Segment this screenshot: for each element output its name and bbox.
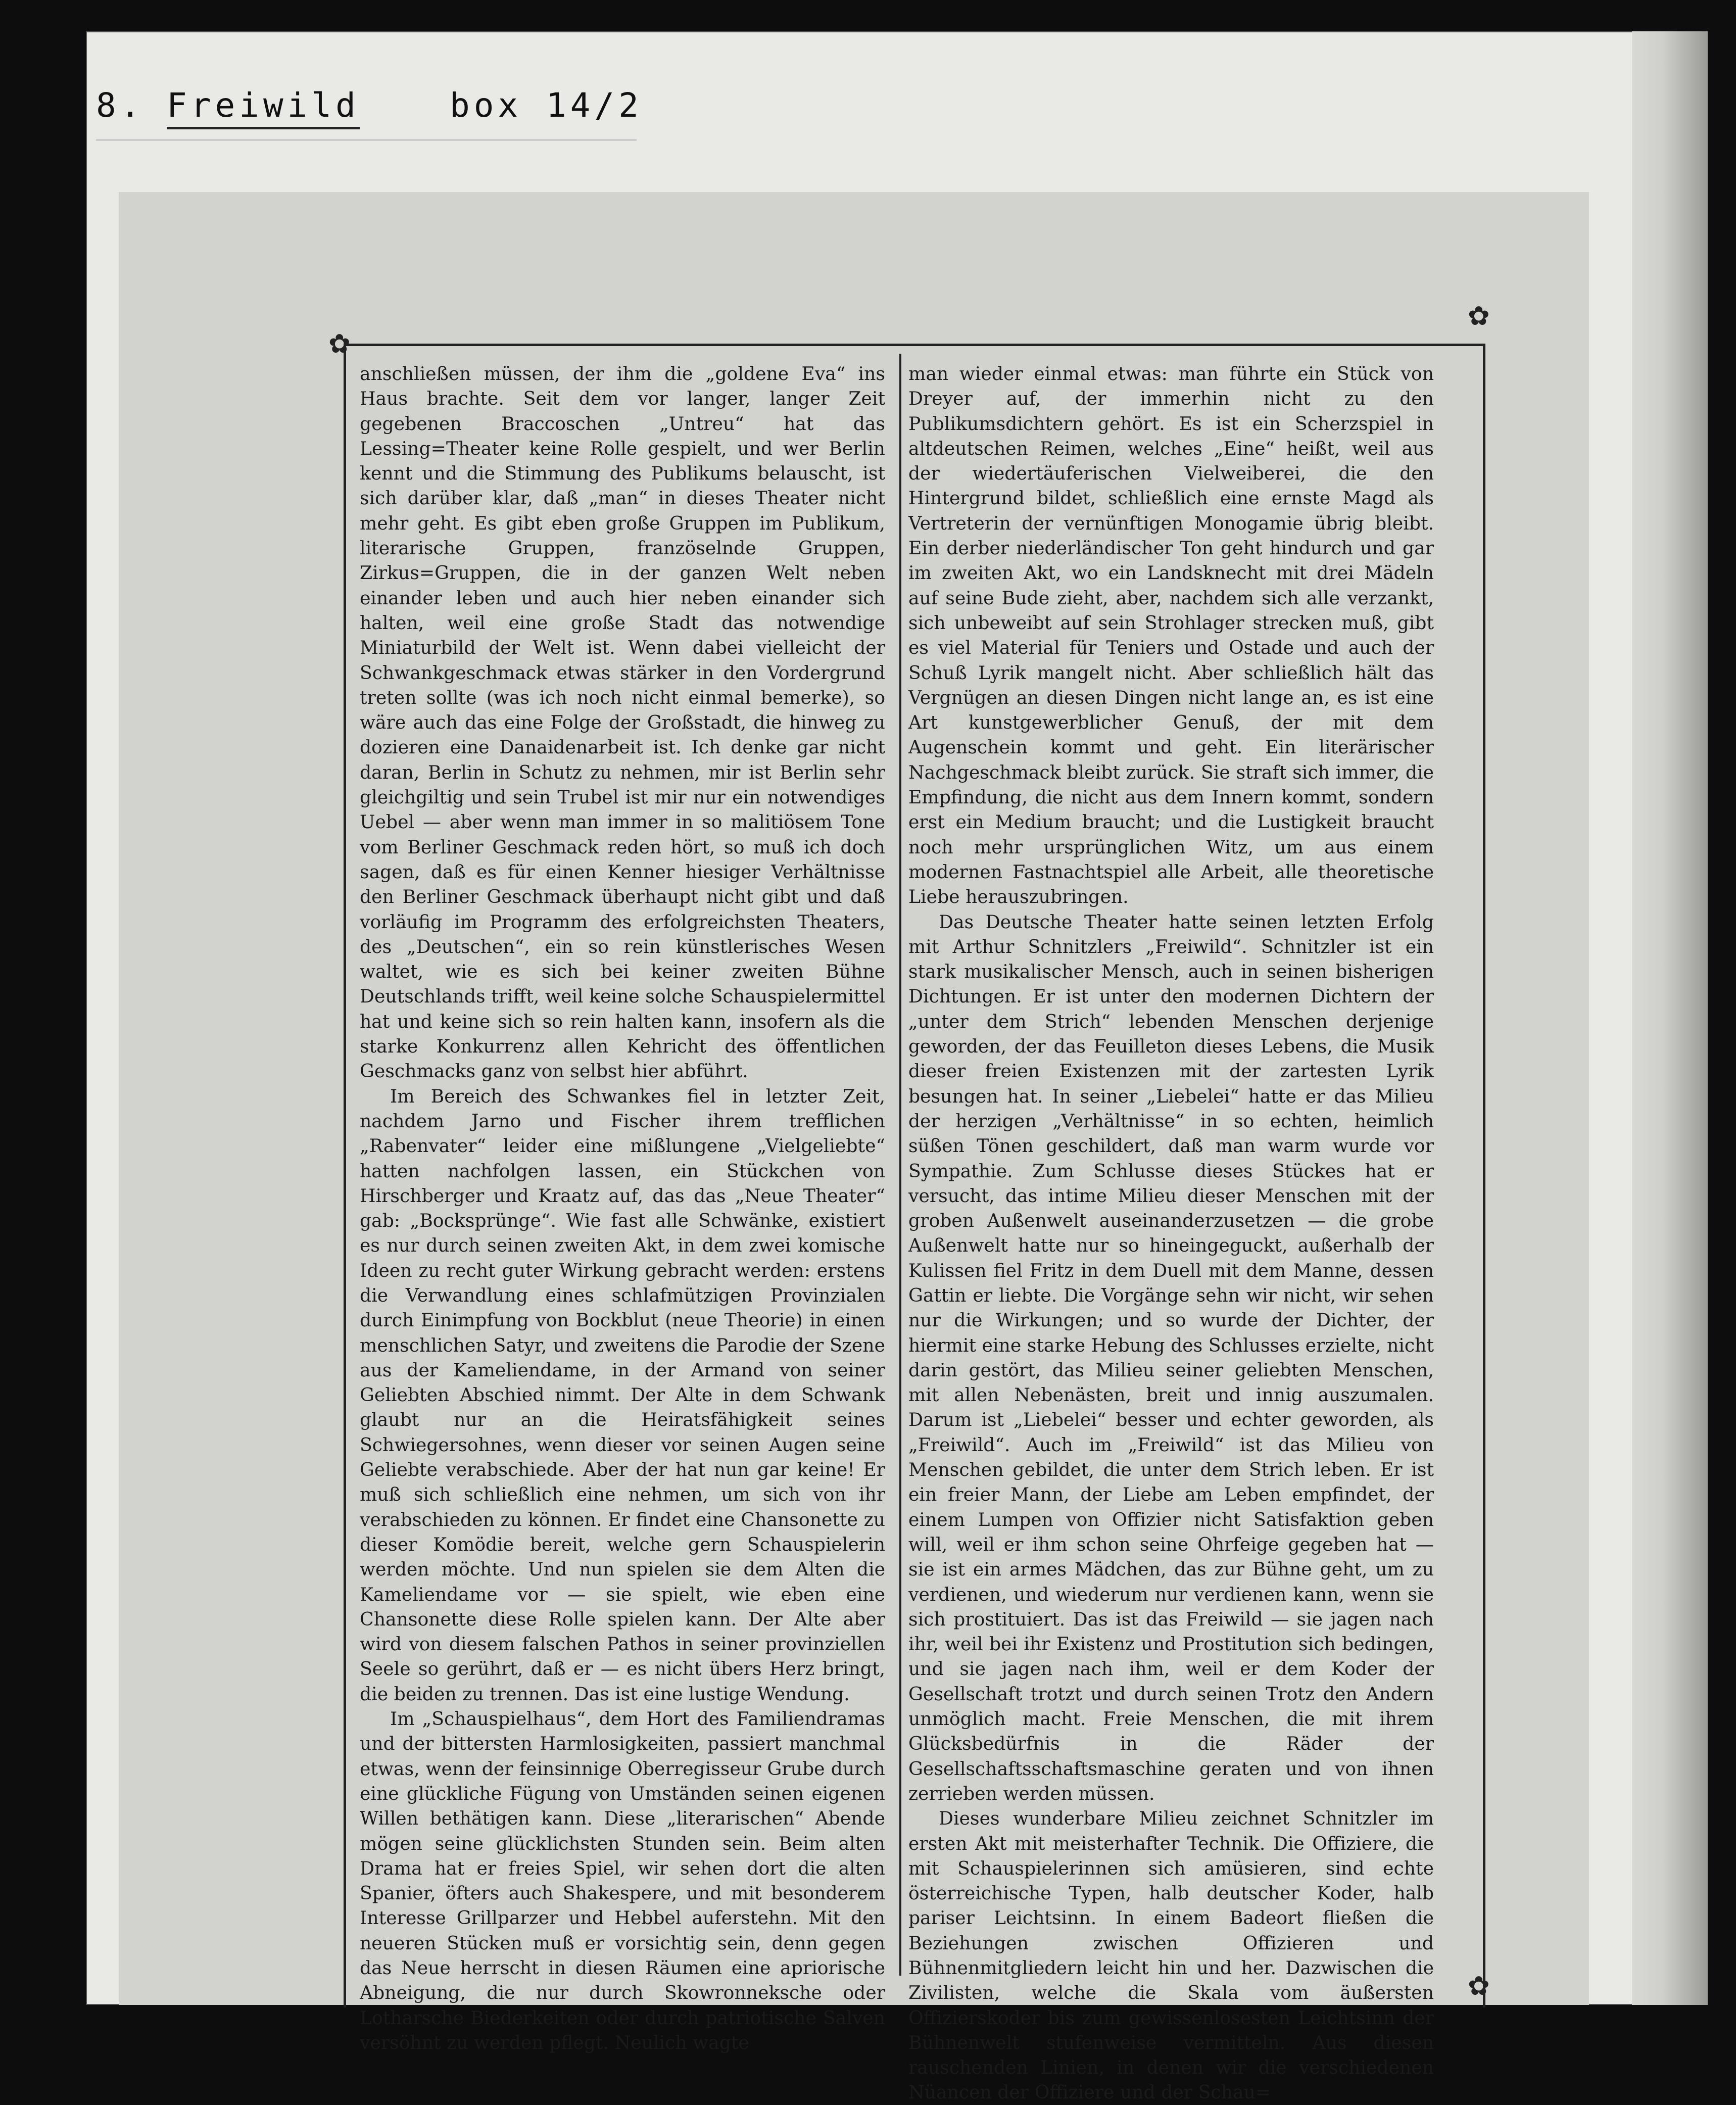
article-paragraph: Dieses wunderbare Milieu zeichnet Schnitzler im ersten Akt mit meisterhafter Technik. Die Offiziere, die mit Schauspielerinnen sich amüsieren, sind echte österreichische Typen, halb deutscher Koder, halb pariser Leichtsinn. In einem Badeort fließen die Beziehungen zwischen Offizieren und Bühnenmitgliedern leicht hin und her. Dazwischen die Zivilisten, welche die Skala vom äußersten Offizierskoder bis zum gewissenlosesten Leichtsinn der Bühnenwelt stufenweise vermitteln. Aus diesen rauschenden Linien, in denen wir die verschiedenen Nüancen der Offiziere und der Schau=: [908, 1807, 1434, 2103]
article-paragraph: Im „Schauspielhaus“, dem Hort des Familiendramas und der bittersten Harmlosigkeiten, passiert manchmal etwas, wenn der feinsinnige Oberregisseur Grube durch eine glückliche Fügung von Umständen seinen eigenen Willen bethätigen kann. Diese „literarischen“ Abende mögen seine glücklichsten Stunden sein. Beim alten Drama hat er freies Spiel, wir sehen dort die alten Spanier, öfters auch Shakespere, und mit besonderem Interesse Grillparzer und Hebbel auferstehn. Mit den neueren Stücken muß er vorsichtig sein, denn gegen das Neue herrscht in diesen Räumen eine apriorische Abneigung, die nur durch Skowronneksche oder Lotharsche Biederkeiten oder durch patriotische Salven versöhnt zu werden pflegt. Neulich wagte: [360, 1708, 885, 2053]
folder-number: 8.: [96, 86, 144, 125]
box-label: box 14/2: [450, 86, 643, 125]
article-paragraph: Im Bereich des Schwankes fiel in letzter Zeit, nachdem Jarno und Fischer ihrem trefflichen „Rabenvater“ leider eine mißlungene „Vielgeliebte“ hatten nachfolgen lassen, ein Stückchen von Hirschberger und Kraatz auf, das das „Neue Theater“ gab: „Bocksprünge“. Wie fast alle Schwänke, existiert es nur durch seinen zweiten Akt, in dem zwei komische Ideen zu recht guter Wirkung gebracht werden: erstens die Verwandlung eines schlafmützigen Provinzialen durch Einimpfung von Bockblut (neue Theorie) in einen menschlichen Satyr, und zweitens die Parodie der Szene aus der Kameliendame, in der Armand von seiner Geliebten Abschied nimmt. Der Alte in dem Schwank glaubt nur an die Heiratsfähigkeit seines Schwiegersohnes, wenn dieser vor seinen Augen seine Geliebte verabschiede. Aber der hat nun gar keine! Er muß sich schließlich eine nehmen, um sich von ihr verabschieden zu können. Er findet eine Chansonette zu dieser Komödie bereit, welche gern Schauspielerin werden möchte. Und nun spielen sie dem Alten die Kameliendame vor — sie spielt, wie eben eine Chansonette diese Rolle spielen kann. Der Alte aber wird von diesem falschen Pathos in seiner provinziellen Seele so gerührt, daß er — es nicht übers Herz bringt, die beiden zu trennen. Das ist eine lustige Wendung.: [360, 1085, 885, 1705]
article-paragraph: Das Deutsche Theater hatte seinen letzten Erfolg mit Arthur Schnitzlers „Freiwild“. Schnitzler ist ein stark musikalischer Mensch, auch in seinen bisherigen Dichtungen. Er ist unter den modernen Dichtern der „unter dem Strich“ lebenden Menschen derjenige geworden, der das Feuilleton dieses Lebens, die Musik dieser freien Existenzen mit der zartesten Lyrik besungen hat. In seiner „Liebelei“ hatte er das Milieu der herzigen „Verhältnisse“ in so echten, heimlich süßen Tönen geschildert, daß man warm wurde vor Sympathie. Zum Schlusse dieses Stückes hat er versucht, das intime Milieu dieser Menschen mit der groben Außenwelt auseinanderzusetzen — die grobe Außenwelt hatte nur so hineingeguckt, außerhalb der Kulissen fiel Fritz in dem Duell mit dem Manne, dessen Gattin er liebte. Die Vorgänge sehn wir nicht, wir sehen nur die Wirkungen; und so wurde der Dichter, der hiermit eine starke Hebung des Schlusses erzielte, nicht darin gestört, das Milieu seiner geliebten Menschen, mit allen Nebenästen, breit und innig auszumalen. Darum ist „Liebelei“ besser und echter geworden, als „Freiwild“. Auch im „Freiwild“ ist das Milieu von Menschen gebildet, die unter dem Strich leben. Er ist ein freier Mann, der Liebe am Leben empfindet, der einem Lumpen von Offizier nicht Satisfaktion geben will, weil er ihm schon seine Ohrfeige gegeben hat — sie ist ein armes Mädchen, das zur Bühne geht, um zu verdienen, und wiederum nur verdienen kann, wenn sie sich prostituiert. Das ist das Freiwild — sie jagen nach ihr, weil bei ihr Existenz und Prostitution sich bedingen, und sie jagen nach ihm, weil er dem Koder der Gesellschaft trotzt und durch seinen Trotz den Andern unmöglich macht. Freie Menschen, die mit ihrem Glücksbedürfnis in die Räder der Gesellschaftsschaftsmaschine geraten und von ihnen zerrieben werden müssen.: [908, 911, 1434, 1804]
corner-ornament-top-left: ✿: [328, 329, 351, 359]
article-column-left: [360, 361, 885, 2053]
column-divider: [899, 354, 901, 1976]
sheet-edge: [1632, 31, 1708, 2005]
article-paragraph: man wieder einmal etwas: man führte ein Stück von Dreyer auf, der immerhin nicht zu den Publikumsdichtern gehört. Es ist ein Scherzspiel in altdeutschen Reimen, welches „Eine“ heißt, weil aus der wiedertäuferischen Vielweiberei, die den Hintergrund bildet, schließlich eine ernste Magd als Vertreterin der vernünftigen Monogamie übrig bleibt. Ein derber niederländischer Ton geht hindurch und gar im zweiten Akt, wo ein Landsknecht mit drei Mädeln auf seine Bude zieht, aber, nachdem sich alle verzankt, sich unbeweibt auf sein Strohlager strecken muß, gibt es viel Material für Teniers und Ostade und auch der Schuß Lyrik mangelt nicht. Aber schließlich hält das Vergnügen an diesen Dingen nicht lange an, es ist eine Art kunstgewerblicher Genuß, der mit dem Augenschein kommt und geht. Ein literärischer Nachgeschmack bleibt zurück. Sie straft sich immer, die Empfindung, die nicht aus dem Innern kommt, sondern erst ein Medium braucht; und die Lustigkeit braucht noch mehr ursprünglichen Witz, um aus einem modernen Fastnachtspiel alle Arbeit, alle theoretische Liebe herauszubringen.: [908, 363, 1434, 908]
folder-title: Freiwild: [167, 86, 360, 129]
article-column-right: [908, 361, 1434, 2103]
article-paragraph: anschließen müssen, der ihm die „goldene Eva“ ins Haus brachte. Seit dem vor langer, langer Zeit gegebenen Braccoschen „Untreu“ hat das Lessing=Theater keine Rolle gespielt, und wer Berlin kennt und die Stimmung des Publikums belauscht, ist sich darüber klar, daß „man“ in dieses Theater nicht mehr geht. Es gibt eben große Gruppen im Publikum, literarische Gruppen, französelnde Gruppen, Zirkus=Gruppen, die in der ganzen Welt neben einander leben und auch hier neben einander sich halten, weil eine große Stadt das notwendige Miniaturbild der Welt ist. Wenn dabei vielleicht der Schwankgeschmack etwas stärker in den Vordergrund treten sollte (was ich noch nicht einmal bemerke), so wäre auch das eine Folge der Großstadt, die hinweg zu dozieren eine Danaidenarbeit ist. Ich denke gar nicht daran, Berlin in Schutz zu nehmen, mir ist Berlin sehr gleichgiltig und sein Trubel ist mir nur ein notwendiges Uebel — aber wenn man immer in so malitiösem Tone vom Berliner Geschmack reden hört, so muß ich doch sagen, daß es für einen Kenner hiesiger Verhältnisse den Berliner Geschmack überhaupt nicht gibt und daß vorläufig im Programm des erfolgreichsten Theaters, des „Deutschen“, ein so rein künstlerisches Wesen waltet, wie es sich bei keiner zweiten Bühne Deutschlands trifft, weil keine solche Schauspielermittel hat und keine sich so rein halten kann, insofern als die starke Konkurrenz allen Kehricht des öffentlichen Geschmacks ganz von selbst hier abführt.: [360, 363, 885, 1082]
corner-ornament-bottom-right: ✿: [1468, 1971, 1490, 2001]
header-rule: [96, 139, 637, 141]
corner-ornament-top-right: ✿: [1468, 301, 1490, 331]
